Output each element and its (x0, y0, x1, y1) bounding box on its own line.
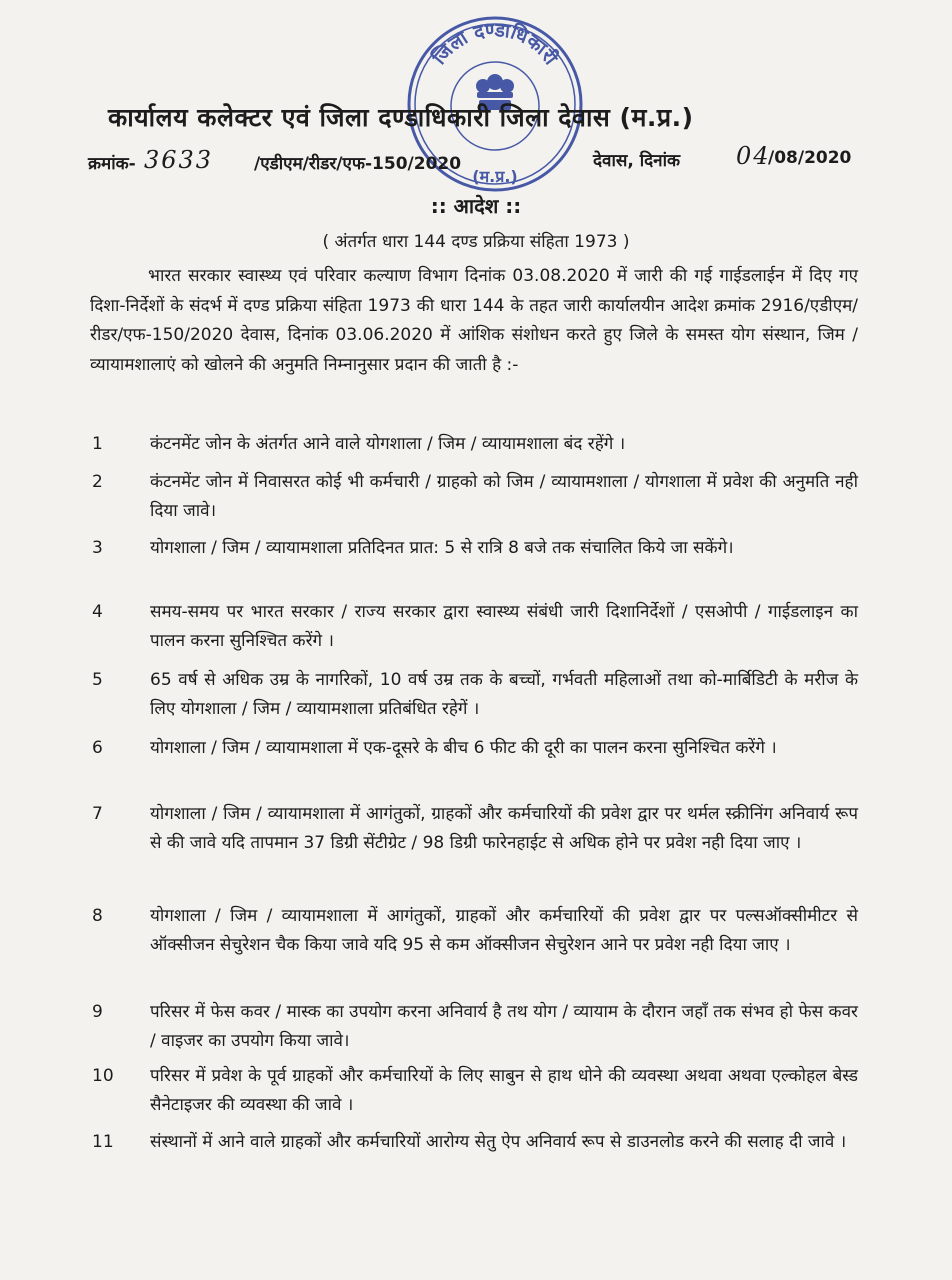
item-number: 7 (92, 804, 103, 824)
intro-paragraph: भारत सरकार स्वास्थ्य एवं परिवार कल्याण विभाग दिनांक 03.08.2020 में जारी की गई गाईडलाईन में दिए गए दिशा-निर्देशों के संदर्भ में दण्ड प्रक्रिया संहिता 1973 की धारा 144 के तहत जारी कार्यालयीन आदेश क्रमांक 2916/एडीएम/रीडर/एफ-150/2020 देवास, दिनांक 03.06.2020 में आंशिक संशोधन करते हुए जिले के समस्त योग संस्थान, जिम / व्यायामशालाएं को खोलने की अनुमति निम्नानुसार प्रदान की जाती है :- (90, 266, 858, 375)
seal-place: (म.प्र.) (472, 167, 518, 186)
item-text: समय-समय पर भारत सरकार / राज्य सरकार द्वारा स्वास्थ्य संबंधी जारी दिशानिर्देशों / एसओपी / गाईडलाइन का पालन करना सुनिश्चित करेंगे । (150, 602, 858, 651)
item-text: संस्थानों में आने वाले ग्राहकों और कर्मचारियों आरोग्य सेतु ऐप अनिवार्य रूप से डाउनलोड करने की सलाह दी जावे । (150, 1132, 847, 1152)
item-number: 4 (92, 602, 103, 622)
seal-text: जिला दण्डाधिकारी (428, 19, 562, 69)
item-number: 8 (92, 906, 103, 926)
item-number: 6 (92, 738, 103, 758)
item-text: योगशाला / जिम / व्यायामशाला में एक-दूसरे के बीच 6 फीट की दूरी का पालन करना सुनिश्चित करेंगे । (150, 738, 777, 758)
item-text: योगशाला / जिम / व्यायामशाला प्रतिदिनत प्रात: 5 से रात्रि 8 बजे तक संचालित किये जा सकेंगे। (150, 538, 734, 558)
order-number-label: क्रमांक- (88, 154, 136, 174)
item-number: 1 (92, 434, 103, 454)
item-number: 10 (92, 1066, 114, 1086)
order-code: /एडीएम/रीडर/एफ-150/2020 (254, 154, 462, 174)
item-text: योगशाला / जिम / व्यायामशाला में आगंतुकों, ग्राहकों और कर्मचारियों की प्रवेश द्वार पर पल्सऑक्सीमीटर से ऑक्सीजन सेचुरेशन चैक किया जावे यदि 95 से कम ऑक्सीजन सेचुरेशन आने पर प्रवेश नही दिया जाए । (150, 906, 858, 955)
order-subtitle: ( अंतर्गत धारा 144 दण्ड प्रक्रिया संहिता 1973 ) (322, 232, 630, 252)
item-text: कंटनमेंट जोन के अंतर्गत आने वाले योगशाला / जिम / व्यायामशाला बंद रहेंगे । (150, 434, 626, 454)
item-text: परिसर में प्रवेश के पूर्व ग्राहकों और कर्मचारियों के लिए साबुन से हाथ धोने की व्यवस्था अथवा अथवा एल्कोहल बेस्ड सैनेटाइजर की व्यवस्था की जावे । (150, 1066, 858, 1115)
office-heading: कार्यालय कलेक्टर एवं जिला दण्डाधिकारी जिला देवास (म.प्र.) (108, 103, 694, 132)
order-title: :: आदेश :: (430, 194, 522, 218)
item-text: कंटनमेंट जोन में निवासरत कोई भी कर्मचारी / ग्राहको को जिम / व्यायामशाला / योगशाला में प्रवेश की अनुमति नही दिया जावे। (150, 472, 858, 521)
item-number: 11 (92, 1132, 114, 1152)
place-date-label: देवास, दिनांक (593, 151, 681, 171)
reference-line (88, 142, 868, 180)
item-text: योगशाला / जिम / व्यायामशाला में आगंतुकों, ग्राहकों और कर्मचारियों की प्रवेश द्वार पर थर्मल स्क्रीनिंग अनिवार्य रूप से की जावे यदि तापमान 37 डिग्री सेंटीग्रेट / 98 डिग्री फारेनहाईट से अधिक होने पर प्रवेश नही दिया जाए । (150, 804, 858, 853)
order-number-handwritten: 3633 (144, 146, 214, 174)
date-month-year: /08/2020 (768, 148, 852, 168)
item-text: 65 वर्ष से अधिक उम्र के नागरिकों, 10 वर्ष उम्र तक के बच्चों, गर्भवती महिलाओं तथा को-मार्बिडिटी के मरीज के लिए योगशाला / जिम / व्यायामशाला प्रतिबंधित रहेगें । (150, 670, 858, 719)
item-number: 3 (92, 538, 103, 558)
item-number: 9 (92, 1002, 103, 1022)
item-number: 2 (92, 472, 103, 492)
item-number: 5 (92, 670, 103, 690)
date-day-handwritten: 04 (736, 142, 771, 170)
item-text: परिसर में फेस कवर / मास्क का उपयोग करना अनिवार्य है तथ योग / व्यायाम के दौरान जहाँ तक संभव हो फेस कवर / वाइजर का उपयोग किया जावे। (150, 1002, 858, 1051)
